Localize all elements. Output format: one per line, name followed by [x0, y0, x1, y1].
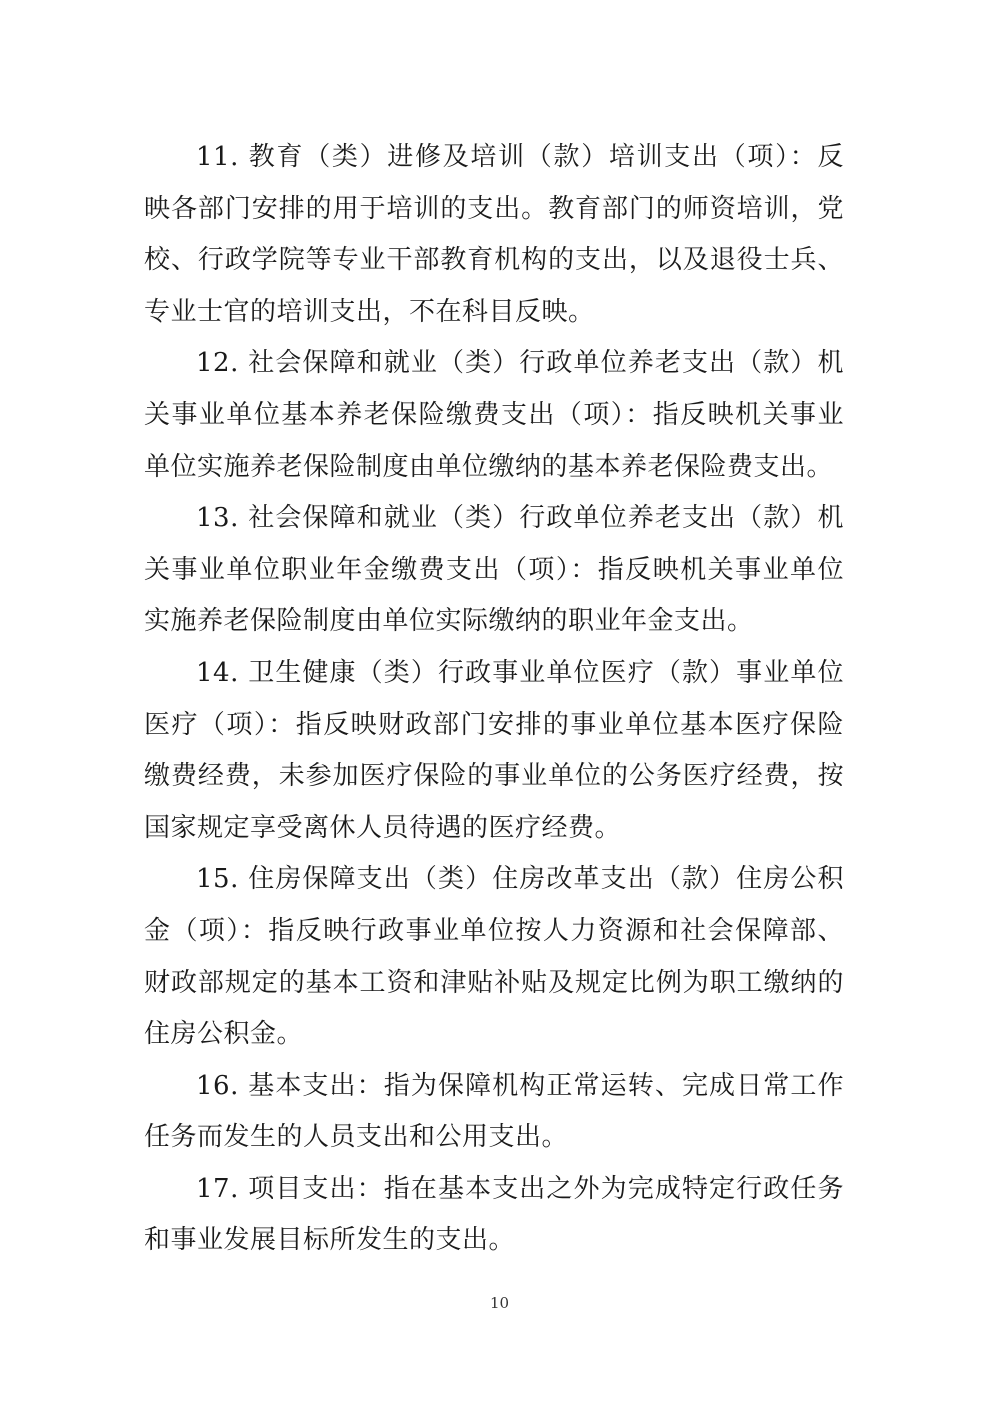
document-body	[144, 132, 844, 1267]
paragraph-item-17: 17. 项目支出：指在基本支出之外为完成特定行政任务和事业发展目标所发生的支出。	[144, 1173, 844, 1256]
paragraph-item-13: 13. 社会保障和就业（类）行政单位养老支出（款）机关事业单位职业年金缴费支出（项）：指反映机关事业单位实施养老保险制度由单位实际缴纳的职业年金支出。	[144, 503, 844, 637]
page-number: 10	[489, 1294, 510, 1312]
paragraph-item-16: 16. 基本支出：指为保障机构正常运转、完成日常工作任务而发生的人员支出和公用支出。	[144, 1070, 844, 1153]
paragraph-item-12: 12. 社会保障和就业（类）行政单位养老支出（款）机关事业单位基本养老保险缴费支出（项）：指反映机关事业单位实施养老保险制度由单位缴纳的基本养老保险费支出。	[144, 348, 844, 482]
paragraph-item-14: 14. 卫生健康（类）行政事业单位医疗（款）事业单位医疗（项）：指反映财政部门安排的事业单位基本医疗保险缴费经费，未参加医疗保险的事业单位的公务医疗经费，按国家规定享受离休人员待遇的医疗经费。	[144, 657, 844, 843]
paragraph-item-11: 11. 教育（类）进修及培训（款）培训支出（项）：反映各部门安排的用于培训的支出。教育部门的师资培训，党校、行政学院等专业干部教育机构的支出，以及退役士兵、专业士官的培训支出，不在科目反映。	[144, 142, 844, 327]
paragraph-item-15: 15. 住房保障支出（类）住房改革支出（款）住房公积金（项）：指反映行政事业单位按人力资源和社会保障部、财政部规定的基本工资和津贴补贴及规定比例为职工缴纳的住房公积金。	[144, 864, 844, 1050]
